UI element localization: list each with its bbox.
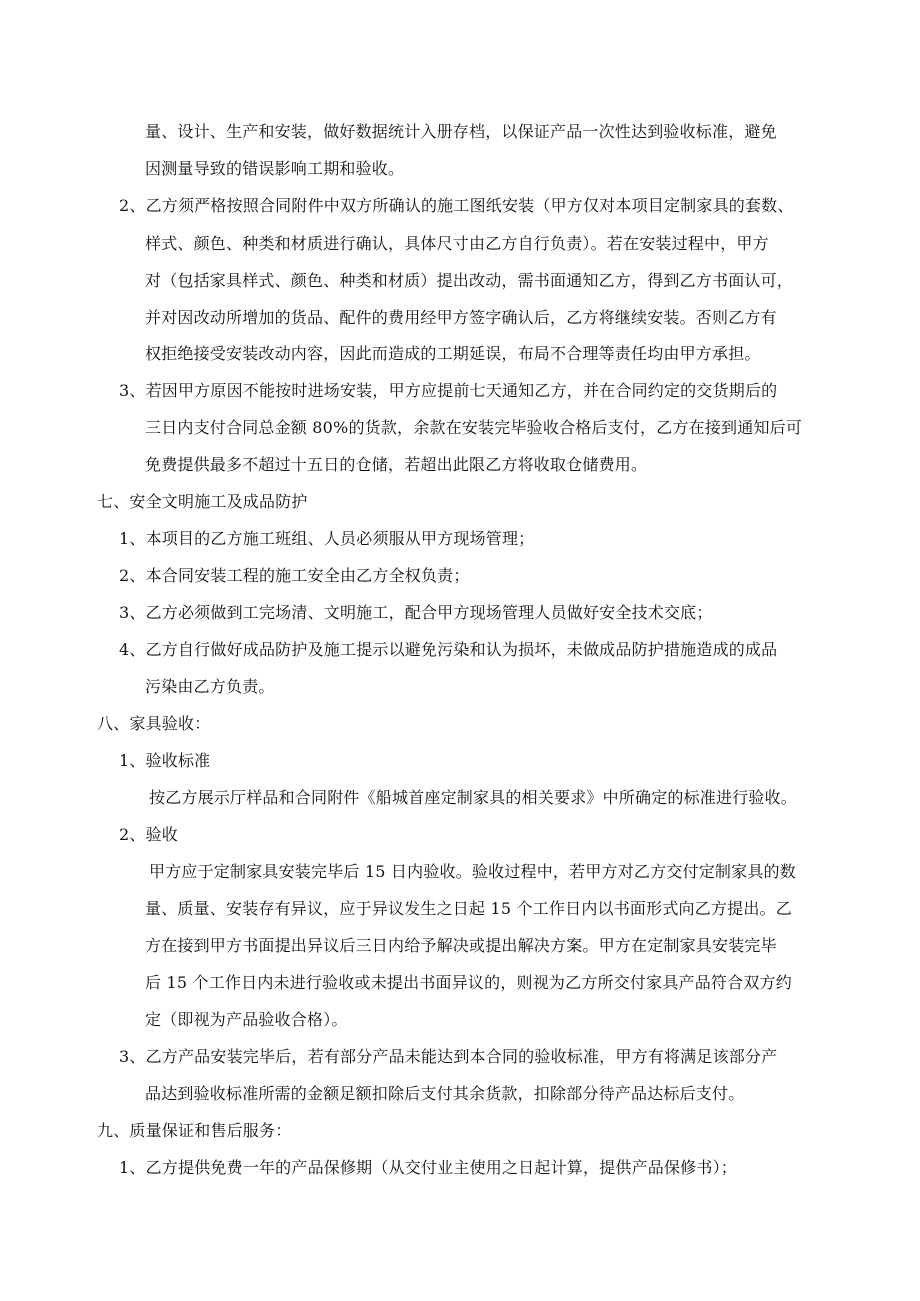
- list-item-line: 污染由乙方负责。: [145, 677, 275, 696]
- list-item-line: 2、本合同安装工程的施工安全由乙方全权负责；: [119, 566, 470, 585]
- paragraph-line: 量、设计、生产和安装，做好数据统计入册存档，以保证产品一次性达到验收标准，避免: [145, 122, 777, 141]
- section-heading: 八、家具验收：: [97, 714, 211, 733]
- list-item-line: 对（包括家具样式、颜色、种类和材质）提出改动，需书面通知乙方，得到乙方书面认可，: [145, 271, 794, 290]
- section-heading: 九、质量保证和售后服务：: [97, 1121, 292, 1140]
- list-item-line: 样式、颜色、种类和材质进行确认，具体尺寸由乙方自行负责）。若在安装过程中，甲方: [145, 234, 769, 253]
- paragraph-line: 量、质量、安装存有异议，应于异议发生之日起 15 个工作日内以书面形式向乙方提出。乙: [145, 899, 792, 918]
- list-item-line: 品达到验收标准所需的金额足额扣除后支付其余货款，扣除部分待产品达标后支付。: [145, 1084, 745, 1103]
- list-item-line: 1、本项目的乙方施工班组、人员必须服从甲方现场管理；: [119, 529, 535, 548]
- list-item-line: 三日内支付合同总金额 80%的货款，余款在安装完毕验收合格后支付，乙方在接到通知后可: [145, 418, 803, 437]
- list-item-line: 2、乙方须严格按照合同附件中双方所确认的施工图纸安装（甲方仅对本项目定制家具的套数、: [119, 196, 794, 215]
- list-item-line: 3、乙方必须做到工完场清、文明施工，配合甲方现场管理人员做好安全技术交底；: [119, 603, 713, 622]
- section-heading: 七、安全文明施工及成品防护: [97, 492, 308, 511]
- subsection-title: 2、验收: [119, 825, 178, 844]
- list-item-line: 权拒绝接受安装改动内容，因此而造成的工期延误，布局不合理等责任均由甲方承担。: [145, 344, 761, 363]
- paragraph-line: 因测量导致的错误影响工期和验收。: [145, 159, 405, 178]
- list-item-line: 1、乙方提供免费一年的产品保修期（从交付业主使用之日起计算，提供产品保修书）；: [119, 1158, 737, 1177]
- paragraph-line: 后 15 个工作日内未进行验收或未提出书面异议的，则视为乙方所交付家具产品符合双方约: [145, 973, 792, 992]
- subsection-title: 1、验收标准: [119, 751, 211, 770]
- paragraph-line: 甲方应于定制家具安装完毕后 15 日内验收。验收过程中，若甲方对乙方交付定制家具的数: [149, 862, 796, 881]
- list-item-line: 3、若因甲方原因不能按时进场安装，甲方应提前七天通知乙方，并在合同约定的交货期后的: [119, 381, 778, 400]
- list-item-line: 并对因改动所增加的货品、配件的费用经甲方签字确认后，乙方将继续安装。否则乙方有: [145, 308, 777, 327]
- paragraph-line: 定（即视为产品验收合格）。: [145, 1010, 348, 1029]
- list-item-line: 免费提供最多不超过十五日的仓储，若超出此限乙方将收取仓储费用。: [145, 455, 648, 474]
- list-item-line: 4、乙方自行做好成品防护及施工提示以避免污染和认为损坏，未做成品防护措施造成的成品: [119, 640, 778, 659]
- paragraph-line: 方在接到甲方书面提出异议后三日内给予解决或提出解决方案。甲方在定制家具安装完毕: [145, 936, 777, 955]
- paragraph-line: 按乙方展示厅样品和合同附件《船城首座定制家具的相关要求》中所确定的标准进行验收。: [149, 788, 798, 807]
- list-item-line: 3、乙方产品安装完毕后，若有部分产品未能达到本合同的验收标准，甲方有将满足该部分产: [119, 1047, 778, 1066]
